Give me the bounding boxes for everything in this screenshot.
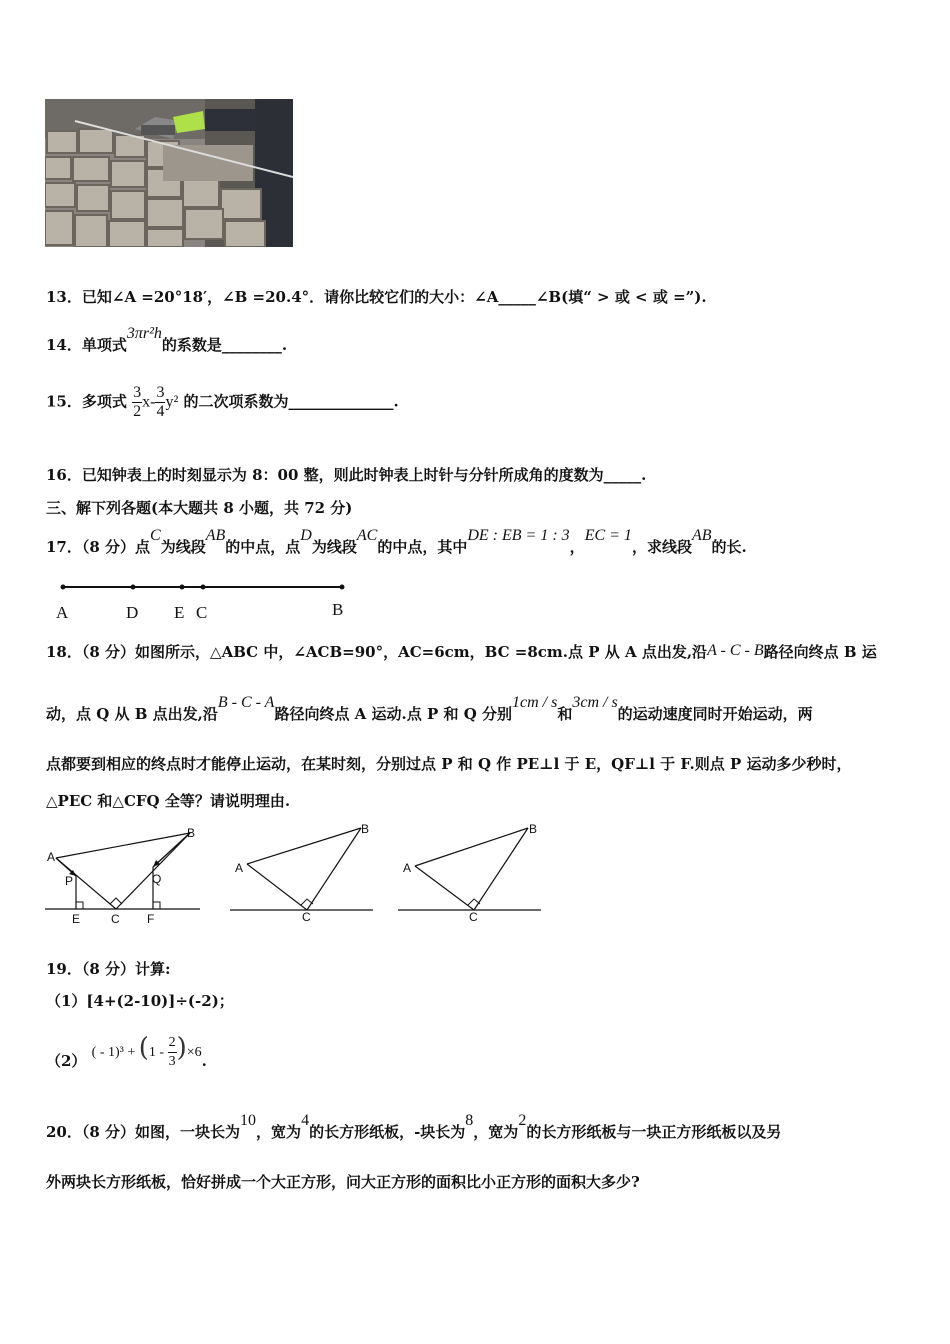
q17-point-c: C (150, 527, 161, 544)
q18-text-1a: 18．（8 分）如图所示，△ABC 中，∠ACB=90°，AC=6cm，BC =8cm.点 P 从 A 点出发,沿 (46, 643, 708, 661)
question-19-part-2 (46, 1033, 207, 1071)
fig3-label-c: C (469, 910, 478, 924)
q17-text-1: 17．（8 分）点 (46, 538, 151, 556)
q20-text-1b: ，宽为 (256, 1123, 302, 1141)
q17-segment-ab: AB (205, 527, 226, 544)
q20-num-4: 4 (301, 1112, 310, 1129)
question-19-part-1: （1）[4+(2-10)]÷(-2)； (46, 992, 234, 1010)
fig3-label-b: B (529, 822, 538, 836)
q20-num-10: 10 (240, 1112, 257, 1129)
q17-text-2: 为线段 (160, 538, 206, 556)
q17-text-6: ， (569, 538, 585, 556)
q18-text-2d: 的运动速度同时开始运动，两 (617, 705, 813, 723)
q15-mid: x- (142, 393, 156, 411)
q18-text-2c: 和 (557, 705, 573, 723)
right-paren: ) (176, 1033, 187, 1063)
fig1-label-p: P (65, 874, 74, 888)
q17-point-d: D (300, 527, 312, 544)
label-c: C (196, 603, 208, 622)
q14-suffix: 的系数是________. (161, 336, 288, 354)
q20-text-1e: 的长方形纸板与一块正方形纸板以及另 (526, 1123, 782, 1141)
q20-num-2: 2 (518, 1112, 527, 1129)
q14-expression: 3πr²h (126, 325, 162, 342)
fig2-label-a: A (235, 861, 244, 875)
point-a-dot (61, 585, 66, 590)
left-paren: ( (138, 1033, 149, 1063)
fig1-label-f: F (147, 912, 155, 926)
section-3-heading: 三、解下列各题(本大题共 8 小题，共 72 分) (46, 499, 353, 517)
q18-text-2b: 路径向终点 A 运动.点 P 和 Q 分别 (274, 705, 512, 723)
q15-fraction-1: $\frac{3}{2}$ (133, 384, 142, 420)
q17-text-8: 的长. (711, 538, 747, 556)
q20-text-1c: 的长方形纸板，-块长为 (309, 1123, 466, 1141)
fig2-label-c: C (302, 910, 311, 924)
question-18-line-4: △PEC 和△CFQ 全等？请说明理由. (46, 792, 291, 810)
q19-part-2-label: （2） (46, 1052, 87, 1070)
q17-segment-ab-2: AB (691, 527, 712, 544)
q17-ratio: DE : EB = 1 : 3 (467, 527, 570, 544)
q15-prefix: 15．多项式 (46, 392, 127, 411)
fig1-label-q: Q (152, 872, 162, 886)
label-d: D (126, 603, 139, 622)
question-13: 13．已知∠A =20°18′，∠B =20.4°．请你比较它们的大小：∠A_____∠B(填“ > 或 < 或 =”). (46, 288, 707, 306)
question-15 (46, 384, 399, 421)
q18-path-1: A - C - B (707, 642, 764, 659)
fig1-label-e: E (72, 912, 81, 926)
q18-speed-2: 3cm / s (572, 694, 618, 711)
fig1-label-c: C (111, 912, 120, 926)
q17-ec: EC = 1 (584, 527, 632, 544)
q20-text-1a: 20．（8 分）如图，一块长为 (46, 1123, 241, 1141)
question-16: 16．已知钟表上的时刻显示为 8：00 整，则此时钟表上时针与分针所成角的度数为_____. (46, 466, 647, 484)
q19-fraction: $\frac{2}{3}$ (168, 1034, 176, 1069)
q19-expr-c: ×6 (186, 1045, 202, 1060)
q20-num-8: 8 (465, 1112, 474, 1129)
q17-text-4: 为线段 (311, 538, 357, 556)
q19-period: . (201, 1052, 207, 1070)
fig1-label-a: A (47, 850, 56, 864)
fig3-label-a: A (403, 861, 412, 875)
q17-text-7: ，求线段 (631, 538, 692, 556)
brick-wall-photo (45, 99, 293, 247)
q19-expr-b: 1 - (148, 1045, 168, 1060)
q15-tail: y² (165, 393, 179, 411)
question-18-line-2 (46, 694, 813, 724)
question-20-line-2: 外两块长方形纸板，恰好拼成一个大正方形，问大正方形的面积比小正方形的面积大多少? (46, 1173, 640, 1191)
label-e: E (174, 603, 185, 622)
question-19-title: 19．（8 分）计算: (46, 960, 171, 978)
point-c-dot (201, 585, 206, 590)
point-d-dot (131, 585, 136, 590)
q17-segment-ac: AC (356, 527, 378, 544)
fig1-label-b: B (187, 826, 196, 840)
q17-segment-figure (55, 580, 355, 596)
point-b-dot (340, 585, 345, 590)
q15-suffix: 的二次项系数为______________. (183, 392, 399, 411)
point-e-dot (180, 585, 185, 590)
q19-expr-a: ( - 1)³ + (91, 1045, 139, 1060)
q18-speed-1: 1cm / s (512, 694, 558, 711)
q17-text-3: 的中点，点 (225, 538, 301, 556)
question-18-line-3: 点都要到相应的终点时才能停止运动，在某时刻，分别过点 P 和 Q 作 PE⊥l 于 E，QF⊥l 于 F.则点 P 运动多少秒时， (46, 755, 852, 773)
question-14 (46, 325, 288, 355)
fig2-label-b: B (361, 822, 370, 836)
q18-path-2: B - C - A (217, 694, 275, 711)
q18-text-2a: 动，点 Q 从 B 点出发,沿 (46, 705, 218, 723)
q15-fraction-2: $\frac{3}{4}$ (156, 384, 165, 420)
q17-text-5: 的中点，其中 (377, 538, 468, 556)
q14-prefix: 14．单项式 (46, 336, 127, 354)
q18-text-1b: 路径向终点 B 运 (763, 643, 877, 661)
question-17 (46, 527, 747, 557)
label-b: B (332, 600, 344, 619)
question-18-line-1 (46, 641, 877, 662)
question-20-line-1 (46, 1112, 782, 1142)
q20-text-1d: ，宽为 (473, 1123, 519, 1141)
label-a: A (56, 603, 69, 622)
